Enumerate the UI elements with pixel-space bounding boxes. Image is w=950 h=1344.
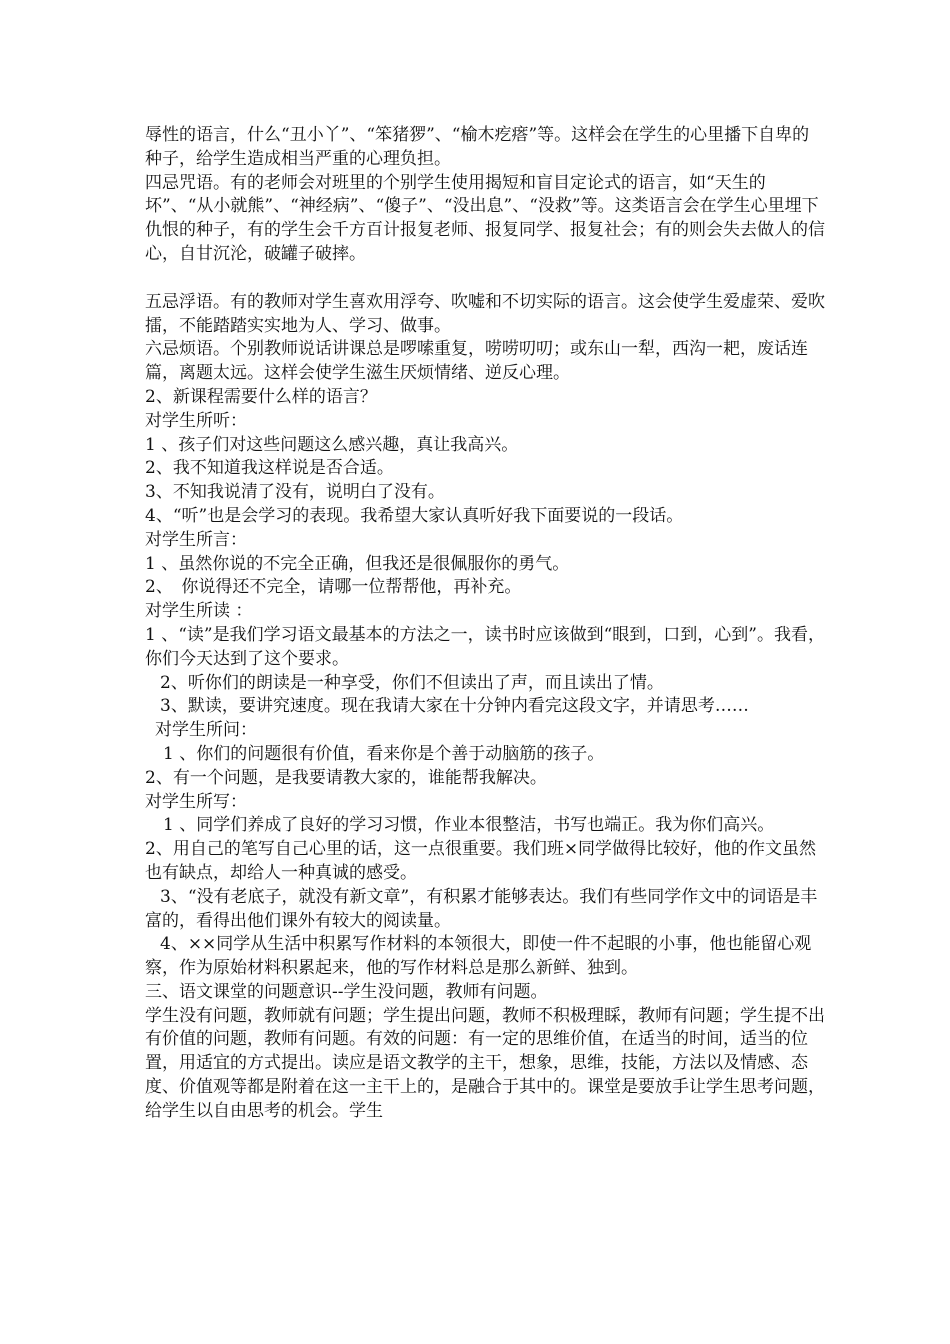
list-item: 1 、你们的问题很有价值，看来你是个善于动脑筋的孩子。 bbox=[163, 743, 605, 764]
list-item: 4、××同学从生活中积累写作材料的本领很大，即使一件不起眼的小事，他也能留心观察，作为原始材料积累起来，他的写作材料总是那么新鲜、独到。 bbox=[145, 934, 812, 979]
sub-heading: 对学生所听： bbox=[145, 410, 247, 431]
paragraph: 辱性的语言，什么“丑小丫”、“笨猪猡”、“榆木疙瘩”等。这样会在学生的心里播下自卑的种子，给学生造成相当严重的心理负担。 bbox=[145, 125, 810, 169]
paragraph: 四忌咒语。有的老师会对班里的个别学生使用揭短和盲目定论式的语言，如“天生的坏”、“从小就熊”、“神经病”、“傻子”、“没出息”、“没救”等。这类语言会在学生心里埋下仇恨的种子，有的学生会千方百计报复老师、报复同学、报复社会；有的则会失去做人的信心，自甘沉沦，破罐子破摔。 bbox=[145, 172, 825, 264]
list-item: 2、用自己的笔写自己心里的话，这一点很重要。我们班×同学做得比较好，他的作文虽然也有缺点，却给人一种真诚的感受。 bbox=[145, 839, 817, 883]
section-heading: 2、新课程需要什么样的语言？ bbox=[145, 386, 377, 407]
document-body bbox=[145, 124, 825, 1124]
paragraph: 学生没有问题，教师就有问题；学生提出问题，教师不积极理睬，教师有问题；学生提不出有价值的问题，教师有问题。有效的问题：有一定的思维价值，在适当的时间，适当的位置，用适宜的方式提出。读应是语文教学的主干，想象，思维，技能，方法以及情感、态度、价值观等都是附着在这一主干上的，是融合于其中的。课堂是要放手让学生思考问题，给学生以自由思考的机会。学生 bbox=[145, 1005, 825, 1121]
list-item: 2、有一个问题，是我要请教大家的，谁能帮我解决。 bbox=[145, 767, 547, 788]
list-item: 1 、孩子们对这些问题这么感兴趣，真让我高兴。 bbox=[145, 434, 519, 455]
sub-heading: 对学生所言： bbox=[145, 529, 247, 550]
list-item: 2、听你们的朗读是一种享受，你们不但读出了声，而且读出了情。 bbox=[160, 672, 664, 693]
sub-heading: 对学生所问： bbox=[155, 720, 257, 741]
list-item: 1 、“读”是我们学习语文最基本的方法之一，读书时应该做到“眼到，口到，心到”。我看，你们今天达到了这个要求。 bbox=[145, 624, 825, 669]
paragraph-gap bbox=[145, 267, 825, 291]
list-item: 1 、同学们养成了良好的学习习惯，作业本很整洁，书写也端正。我为你们高兴。 bbox=[163, 815, 775, 836]
list-item: 2、我不知道我这样说是否合适。 bbox=[145, 458, 394, 479]
list-item: 2、 你说得还不完全，请哪一位帮帮他，再补充。 bbox=[145, 577, 522, 598]
list-item: 4、“听”也是会学习的表现。我希望大家认真听好我下面要说的一段话。 bbox=[145, 505, 684, 526]
list-item: 3、不知我说清了没有，说明白了没有。 bbox=[145, 482, 445, 503]
paragraph: 五忌浮语。有的教师对学生喜欢用浮夸、吹嘘和不切实际的语言。这会使学生爱虚荣、爱吹擂，不能踏踏实实地为人、学习、做事。 bbox=[145, 291, 825, 336]
sub-heading: 对学生所读 ： bbox=[145, 601, 253, 622]
sub-heading: 对学生所写： bbox=[145, 791, 247, 812]
list-item: 3、默读，要讲究速度。现在我请大家在十分钟内看完这段文字，并请思考…… bbox=[160, 696, 749, 717]
list-item: 3、“没有老底子，就没有新文章”，有积累才能够表达。我们有些同学作文中的词语是丰富的，看得出他们课外有较大的阅读量。 bbox=[145, 886, 818, 931]
list-item: 1 、虽然你说的不完全正确，但我还是很佩服你的勇气。 bbox=[145, 553, 570, 574]
section-heading: 三、语文课堂的问题意识--学生没问题，教师有问题。 bbox=[145, 981, 548, 1002]
paragraph: 六忌烦语。个别教师说话讲课总是啰嗦重复，唠唠叨叨；或东山一犁，西沟一耙，废话连篇，离题太远。这样会使学生滋生厌烦情绪、逆反心理。 bbox=[145, 339, 808, 384]
